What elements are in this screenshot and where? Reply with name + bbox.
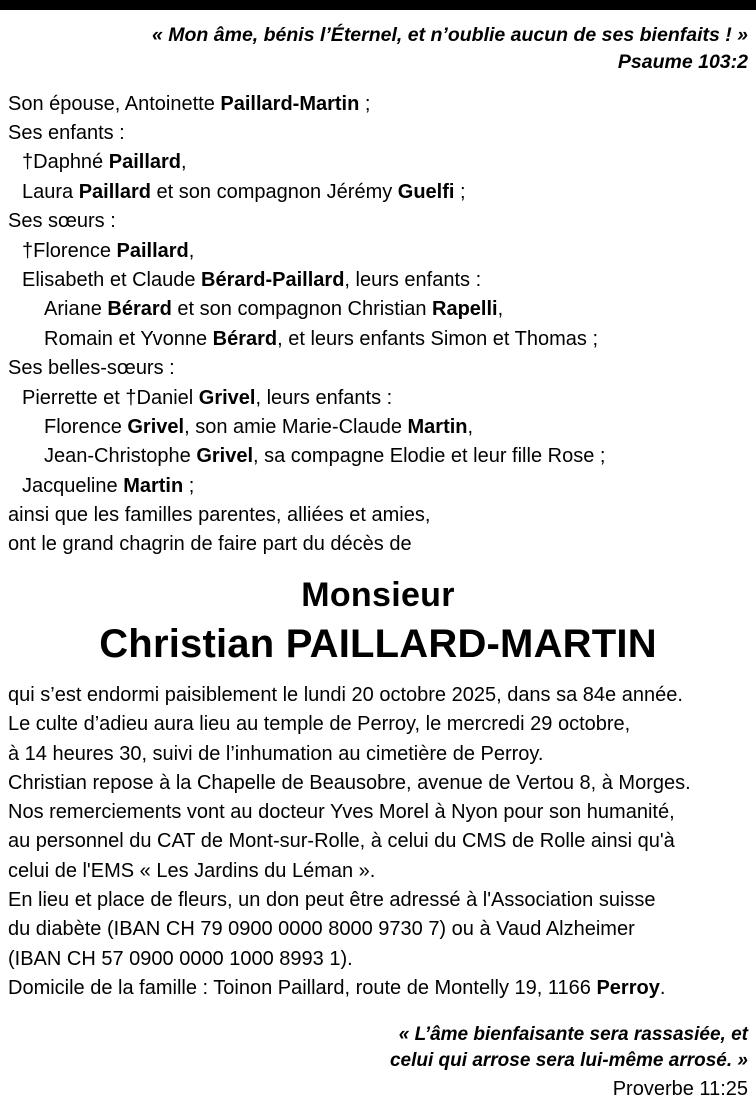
family-line: †Florence Paillard,: [22, 239, 195, 262]
announcement-line: à 14 heures 30, suivi de l’inhumation au cimetière de Perroy.: [8, 742, 544, 765]
family-line: Ariane Bérard et son compagnon Christian Rapelli,: [44, 298, 504, 321]
epigraph-quote: « Mon âme, bénis l’Éternel, et n’oublie aucun de ses bienfaits ! »: [152, 24, 748, 46]
announcement-line: Domicile de la famille : Toinon Paillard, route de Montelly 19, 1166 Perroy.: [8, 976, 666, 999]
announcement-text: [8, 681, 748, 1003]
closing-epigraph: [390, 1022, 748, 1104]
announcement-line: qui s’est endormi paisiblement le lundi 20 octobre 2025, dans sa 84e année.: [8, 683, 683, 706]
opening-epigraph: [8, 22, 748, 76]
closing-reference: Proverbe 11:25: [612, 1078, 748, 1101]
page-content: [0, 22, 756, 1003]
family-line: Jacqueline Martin ;: [22, 474, 195, 497]
family-line: Florence Grivel, son amie Marie-Claude Martin,: [44, 415, 474, 438]
top-black-bar: [0, 0, 756, 10]
family-line: Elisabeth et Claude Bérard-Paillard, leurs enfants :: [22, 268, 482, 291]
family-line: Son épouse, Antoinette Paillard-Martin ;: [8, 92, 371, 115]
announcement-line: du diabète (IBAN CH 79 0900 0000 8000 9730 7) ou à Vaud Alzheimer: [8, 918, 635, 941]
closing-quote-line-1: « L’âme bienfaisante sera rassasiée, et: [398, 1023, 748, 1045]
announcement-line: Le culte d’adieu aura lieu au temple de Perroy, le mercredi 29 octobre,: [8, 713, 631, 736]
family-line: Ses sœurs :: [8, 210, 116, 233]
announcement-line: au personnel du CAT de Mont-sur-Rolle, à celui du CMS de Rolle ainsi qu'à: [8, 830, 675, 853]
family-line: ainsi que les familles parentes, alliées et amies,: [8, 504, 431, 527]
deceased-block: [8, 576, 748, 667]
family-list: [8, 90, 748, 560]
closing-quote-line-2: celui qui arrose sera lui-même arrosé. »: [389, 1050, 748, 1072]
epigraph-reference: Psaume 103:2: [617, 51, 748, 74]
announcement-line: (IBAN CH 57 0900 0000 1000 8993 1).: [8, 947, 353, 970]
announcement-line: celui de l'EMS « Les Jardins du Léman ».: [8, 859, 376, 882]
family-line: Ses belles-sœurs :: [8, 357, 175, 380]
family-line: Ses enfants :: [8, 122, 125, 145]
announcement-line: En lieu et place de fleurs, un don peut être adressé à l'Association suisse: [8, 889, 656, 912]
family-line: Laura Paillard et son compagnon Jérémy Guelfi ;: [22, 180, 466, 203]
family-line: Romain et Yvonne Bérard, et leurs enfants Simon et Thomas ;: [44, 327, 599, 350]
family-line: Jean-Christophe Grivel, sa compagne Elodie et leur fille Rose ;: [44, 445, 606, 468]
announcement-line: Christian repose à la Chapelle de Beausobre, avenue de Vertou 8, à Morges.: [8, 771, 691, 794]
deceased-honorific: Monsieur: [301, 575, 455, 614]
family-line: ont le grand chagrin de faire part du décès de: [8, 533, 412, 556]
family-line: †Daphné Paillard,: [22, 151, 187, 174]
deceased-name: Christian PAILLARD-MARTIN: [99, 621, 657, 666]
announcement-line: Nos remerciements vont au docteur Yves Morel à Nyon pour son humanité,: [8, 801, 675, 824]
family-line: Pierrette et †Daniel Grivel, leurs enfants :: [22, 386, 393, 409]
